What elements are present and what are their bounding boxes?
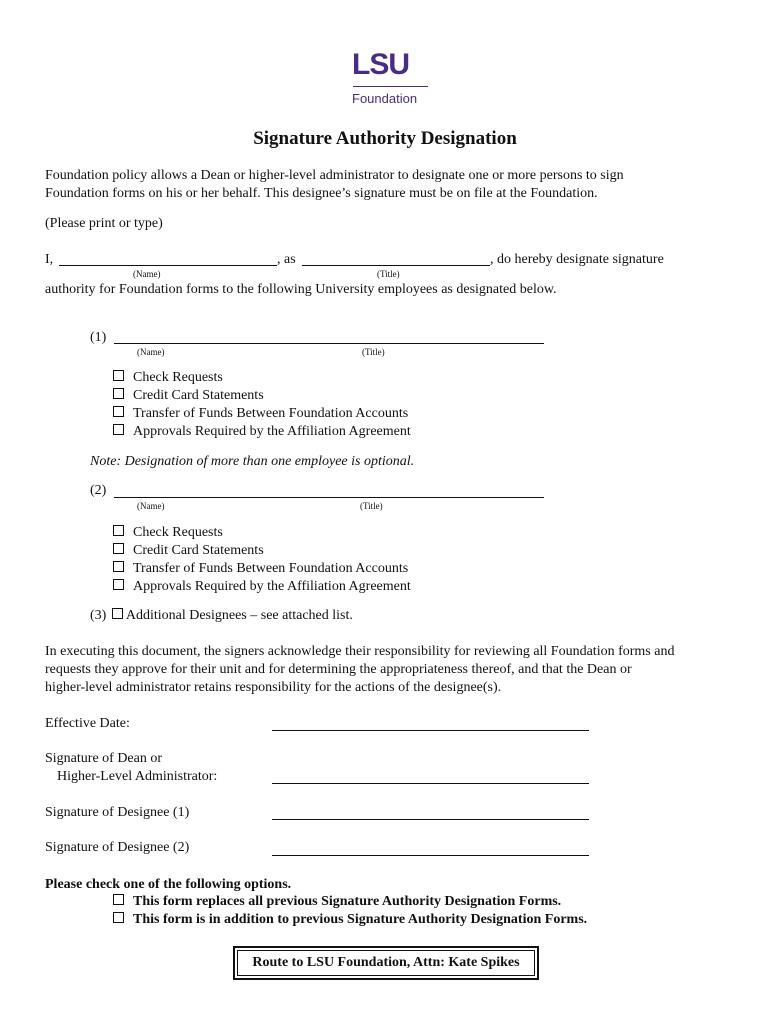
dean-signature-field[interactable]: [272, 783, 589, 784]
grantor-name-field[interactable]: [59, 265, 277, 266]
employee-2-option-transfer[interactable]: Transfer of Funds Between Foundation Accounts: [113, 561, 408, 577]
employee-2-field[interactable]: [114, 497, 544, 498]
checkbox[interactable]: [113, 543, 124, 554]
checkbox[interactable]: [113, 388, 124, 399]
logo-foundation-text: Foundation: [352, 91, 418, 106]
designee-1-signature-field[interactable]: [272, 819, 589, 820]
check-options-header: Please check one of the following options.: [45, 877, 292, 892]
option-replaces[interactable]: This form replaces all previous Signature Authority Designation Forms.: [113, 894, 561, 910]
intro-line-2: Foundation forms on his or her behalf. This designee’s signature must be on file at the Foundation.: [45, 186, 598, 201]
employee-1-field[interactable]: [114, 343, 544, 344]
effective-date-label: Effective Date:: [45, 716, 130, 731]
employee-2-title-caption: (Title): [360, 501, 383, 511]
employee-2-option-credit-card[interactable]: Credit Card Statements: [113, 543, 264, 559]
optional-note: Note: Designation of more than one employee is optional.: [90, 454, 415, 469]
print-note: (Please print or type): [45, 216, 163, 231]
checkbox[interactable]: [113, 579, 124, 590]
intro-line-1: Foundation policy allows a Dean or higher-level administrator to designate one or more persons to sign: [45, 168, 624, 183]
checkbox[interactable]: [113, 912, 124, 923]
checkbox[interactable]: [113, 406, 124, 417]
lsu-logo-wordmark: LSU: [352, 48, 409, 81]
designee-2-signature-field[interactable]: [272, 855, 589, 856]
logo-divider: [353, 86, 428, 87]
employee-2-label: (2): [90, 483, 107, 498]
employee-1-option-transfer[interactable]: Transfer of Funds Between Foundation Accounts: [113, 406, 408, 422]
page-title: Signature Authority Designation: [253, 128, 517, 149]
employee-1-title-caption: (Title): [362, 347, 385, 357]
ack-line-2: requests they approve for their unit and for determining the appropriateness thereof, and that the Dean or: [45, 662, 632, 677]
employee-1-option-check-requests[interactable]: Check Requests: [113, 370, 223, 386]
ack-line-3: higher-level administrator retains responsibility for the actions of the designee(s).: [45, 680, 502, 695]
employee-2-option-approvals[interactable]: Approvals Required by the Affiliation Agreement: [113, 579, 411, 595]
checkbox[interactable]: [112, 608, 123, 619]
designee-2-signature-label: Signature of Designee (2): [45, 840, 190, 855]
designee-1-signature-label: Signature of Designee (1): [45, 805, 190, 820]
dean-signature-label-1: Signature of Dean or: [45, 751, 163, 766]
grantor-name-caption: (Name): [133, 269, 161, 279]
designate-i: I,: [45, 252, 54, 267]
checkbox[interactable]: [113, 370, 124, 381]
checkbox[interactable]: [113, 894, 124, 905]
additional-designees[interactable]: (3) Additional Designees – see attached list.: [90, 608, 353, 623]
route-box: [233, 946, 539, 980]
employee-2-name-caption: (Name): [137, 501, 165, 511]
grantor-title-caption: (Title): [377, 269, 400, 279]
employee-1-name-caption: (Name): [137, 347, 165, 357]
employee-1-option-credit-card[interactable]: Credit Card Statements: [113, 388, 264, 404]
route-text: Route to LSU Foundation, Attn: Kate Spikes: [237, 950, 535, 976]
checkbox[interactable]: [113, 525, 124, 536]
dean-signature-label-2: Higher-Level Administrator:: [57, 769, 218, 784]
employee-2-option-check-requests[interactable]: Check Requests: [113, 525, 223, 541]
designate-as: , as: [277, 252, 296, 267]
designate-suffix: , do hereby designate signature: [490, 252, 664, 267]
option-addition[interactable]: This form is in addition to previous Signature Authority Designation Forms.: [113, 912, 587, 928]
ack-line-1: In executing this document, the signers acknowledge their responsibility for reviewing all Foundation forms and: [45, 644, 675, 659]
employee-1-label: (1): [90, 330, 107, 345]
checkbox[interactable]: [113, 561, 124, 572]
employee-1-option-approvals[interactable]: Approvals Required by the Affiliation Agreement: [113, 424, 411, 440]
grantor-title-field[interactable]: [302, 265, 490, 266]
designate-line-2: authority for Foundation forms to the following University employees as designated below.: [45, 282, 557, 297]
checkbox[interactable]: [113, 424, 124, 435]
effective-date-field[interactable]: [272, 730, 589, 731]
